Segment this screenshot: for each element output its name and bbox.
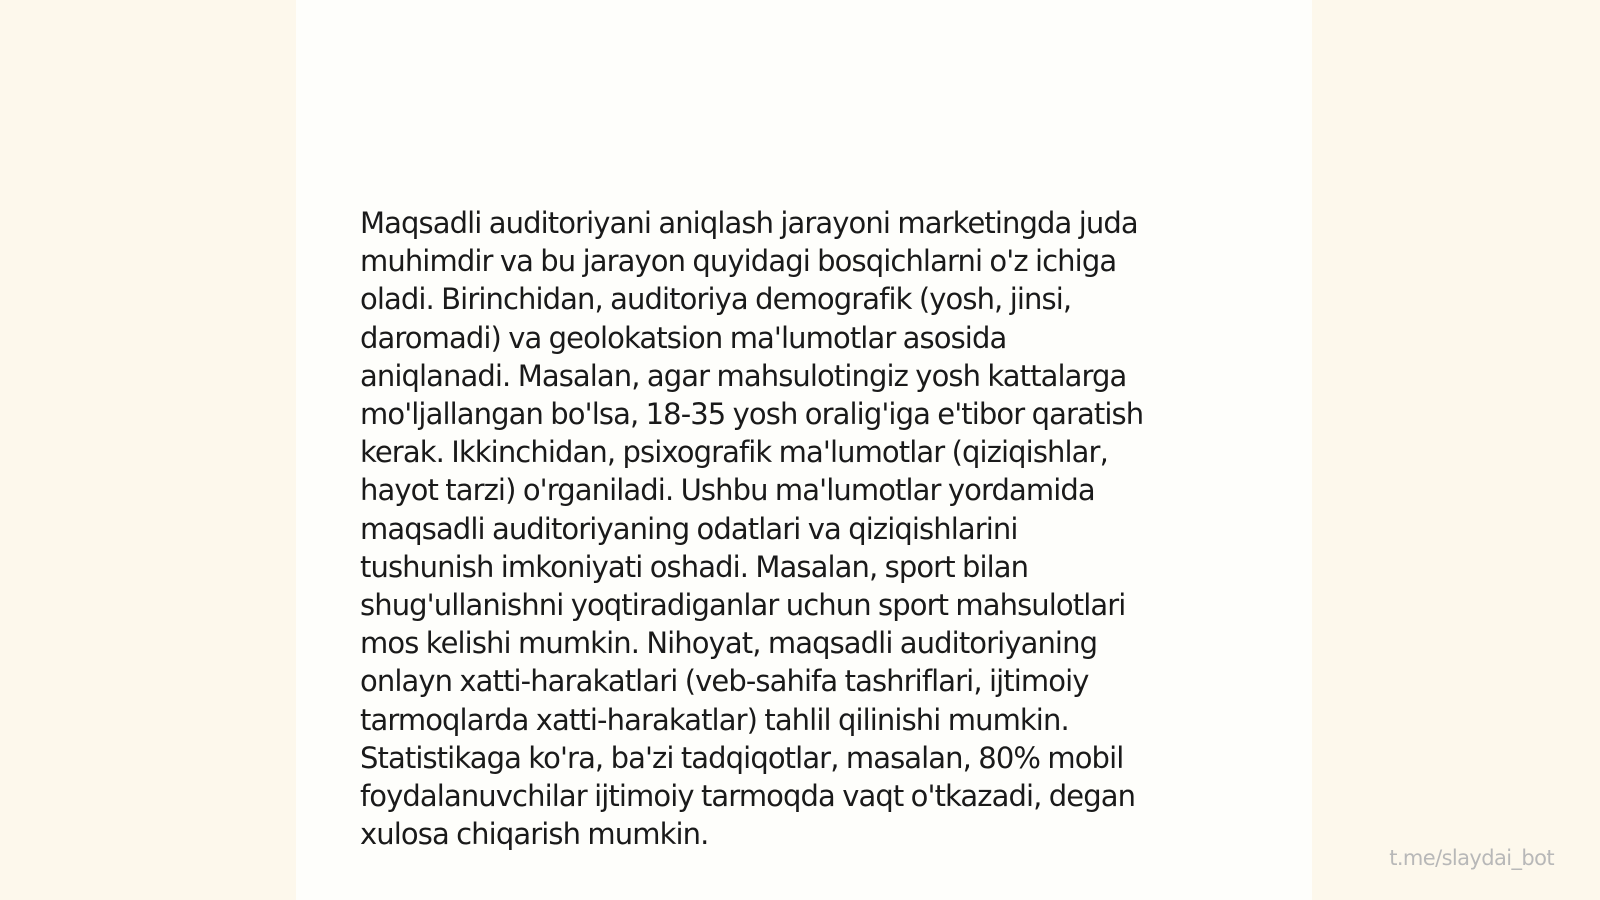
body-text-line: aniqlanadi. Masalan, agar mahsulotingiz yosh kattalarga [360,358,1127,393]
body-text-line: muhimdir va bu jarayon quyidagi bosqichlarni o'z ichiga [360,244,1117,279]
body-text-line: Maqsadli auditoriyani aniqlash jarayoni marketingda juda [360,206,1138,240]
body-text-line: shug'ullanishni yoqtiradiganlar uchun sport mahsulotlari [360,588,1126,623]
body-text-line: xulosa chiqarish mumkin. [360,817,709,852]
body-text-line: tushunish imkoniyati oshadi. Masalan, sport bilan [360,549,1029,584]
body-text-line: mo'ljallangan bo'lsa, 18-35 yosh oralig'iga e'tibor qaratish [360,397,1144,432]
body-text-line: tarmoqlarda xatti-harakatlar) tahlil qilinishi mumkin. [360,702,1069,737]
body-text-line: hayot tarzi) o'rganiladi. Ushbu ma'lumotlar yordamida [360,473,1095,508]
body-text-line: Statistikaga ko'ra, ba'zi tadqiqotlar, masalan, 80% mobil [360,740,1124,775]
body-text-line: mos kelishi mumkin. Nihoyat, maqsadli auditoriyaning [360,626,1098,661]
body-text-line: maqsadli auditoriyaning odatlari va qiziqishlarini [360,511,1018,546]
watermark-link: t.me/slaydai_bot [1389,846,1554,870]
body-text-line: onlayn xatti-harakatlari (veb-sahifa tashriflari, ijtimoiy [360,664,1089,699]
slide-body-text [360,204,1240,853]
body-text-line: oladi. Birinchidan, auditoriya demografik (yosh, jinsi, [360,282,1072,317]
body-text-line: kerak. Ikkinchidan, psixografik ma'lumotlar (qiziqishlar, [360,435,1108,470]
body-text-line: daromadi) va geolokatsion ma'lumotlar asosida [360,320,1007,355]
body-text-line: foydalanuvchilar ijtimoiy tarmoqda vaqt o'tkazadi, degan [360,779,1136,814]
